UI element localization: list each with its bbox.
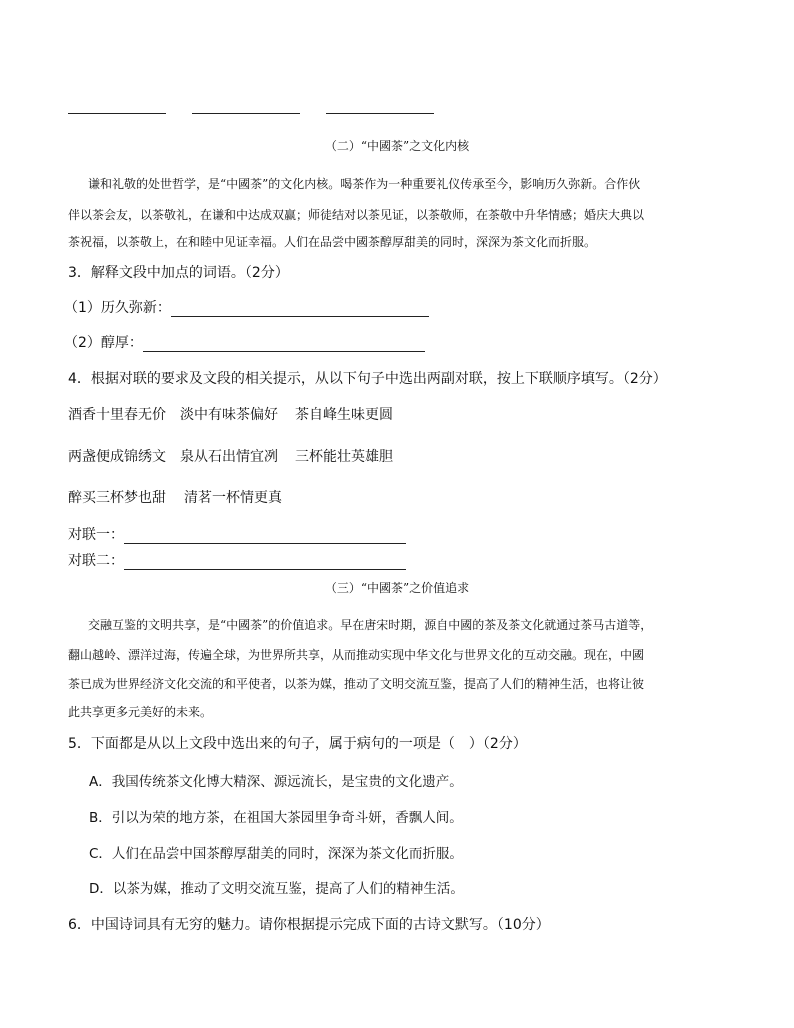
couplet-phrase: 三杯能壮英雄胆 — [295, 449, 393, 465]
couplet-phrase: 两盏便成锦绣文 — [68, 449, 166, 465]
question-5-stem: 5．下面都是从以上文段中选出来的句子，属于病句的一项是（ ）（2分） — [68, 736, 527, 752]
section-3-line-1: 交融互鉴的文明共享，是“中國茶”的价值追求。早在唐宋时期，源自中國的茶及茶文化就通过茶马古道等， — [88, 618, 653, 632]
couplet-answer-1 — [68, 524, 406, 544]
couplet-phrase: 泉从石出情宜冽 — [180, 449, 278, 465]
question-3-answer-2[interactable] — [143, 337, 425, 352]
answer-blank-2[interactable] — [192, 113, 300, 114]
section-3-line-3: 茶已成为世界经济文化交流的和平使者，以茶为媒，推动了文明交流互鉴，提高了人们的精神生活，也将让彼 — [68, 677, 645, 691]
question-3-item-2-label: （2）醇厚： — [64, 335, 143, 351]
couplet-phrase: 酒香十里春无价 — [68, 407, 166, 423]
couplet-phrase: 淡中有味茶偏好 — [180, 407, 278, 423]
section-2-line-2: 伴以茶会友，以茶敬礼，在谦和中达成双赢；师徒结对以茶见证，以茶敬师，在茶敬中升华情感；婚庆大典以 — [68, 208, 645, 222]
option-c[interactable]: C．人们在品尝中国茶醇厚甜美的同时，深深为茶文化而折服。 — [89, 846, 463, 862]
section-2-line-1: 谦和礼敬的处世哲学，是“中國茶”的文化内核。喝茶作为一种重要礼仪传承至今，影响历久弥新。合作伙 — [88, 177, 641, 191]
answer-blank-3[interactable] — [326, 113, 434, 114]
question-3-answer-1[interactable] — [171, 302, 429, 317]
question-3-item-1-label: （1）历久弥新： — [64, 300, 171, 316]
question-3-stem: 3．解释文段中加点的词语。（2分） — [68, 265, 289, 281]
option-a[interactable]: A．我国传统茶文化博大精深、源远流长，是宝贵的文化遗产。 — [89, 774, 463, 790]
couplet-phrase: 醉买三杯梦也甜 — [68, 490, 166, 506]
section-3-line-4: 此共享更多元美好的未来。 — [68, 705, 213, 719]
couplet-answer-2-label: 对联二： — [68, 553, 124, 569]
question-6-stem: 6．中国诗词具有无穷的魅力。请你根据提示完成下面的古诗文默写。（10分） — [68, 917, 550, 933]
section-2-line-3: 茶祝福，以茶敬上，在和睦中见证幸福。人们在品尝中國茶醇厚甜美的同时，深深为茶文化而折服。 — [68, 235, 597, 249]
section-3-heading: （三）“中國茶”之价值追求 — [324, 581, 470, 595]
option-d[interactable]: D．以茶为媒，推动了文明交流互鉴，提高了人们的精神生活。 — [89, 881, 464, 897]
couplet-row-3 — [68, 487, 282, 507]
couplet-row-2 — [68, 446, 393, 466]
section-3-line-2: 翻山越岭、漂洋过海，传遍全球，为世界所共享，从而推动实现中华文化与世界文化的互动交融。现在，中國 — [68, 648, 645, 662]
option-b[interactable]: B．引以为荣的地方茶，在祖国大茶园里争奇斗妍，香飘人间。 — [89, 810, 463, 826]
couplet-answer-2-blank[interactable] — [124, 555, 406, 570]
question-4-stem: 4．根据对联的要求及文段的相关提示，从以下句子中选出两副对联，按上下联顺序填写。（2分） — [68, 371, 667, 387]
couplet-row-1 — [68, 404, 393, 424]
couplet-answer-1-label: 对联一： — [68, 527, 124, 543]
couplet-answer-2 — [68, 550, 406, 570]
question-3-item-1 — [64, 297, 429, 317]
couplet-phrase: 茶自峰生味更圆 — [295, 407, 393, 423]
couplet-answer-1-blank[interactable] — [124, 529, 406, 544]
couplet-phrase: 清茗一杯情更真 — [184, 490, 282, 506]
question-3-item-2 — [64, 332, 425, 352]
answer-blank-1[interactable] — [68, 113, 166, 114]
section-2-heading: （二）“中國茶”之文化内核 — [324, 139, 470, 153]
